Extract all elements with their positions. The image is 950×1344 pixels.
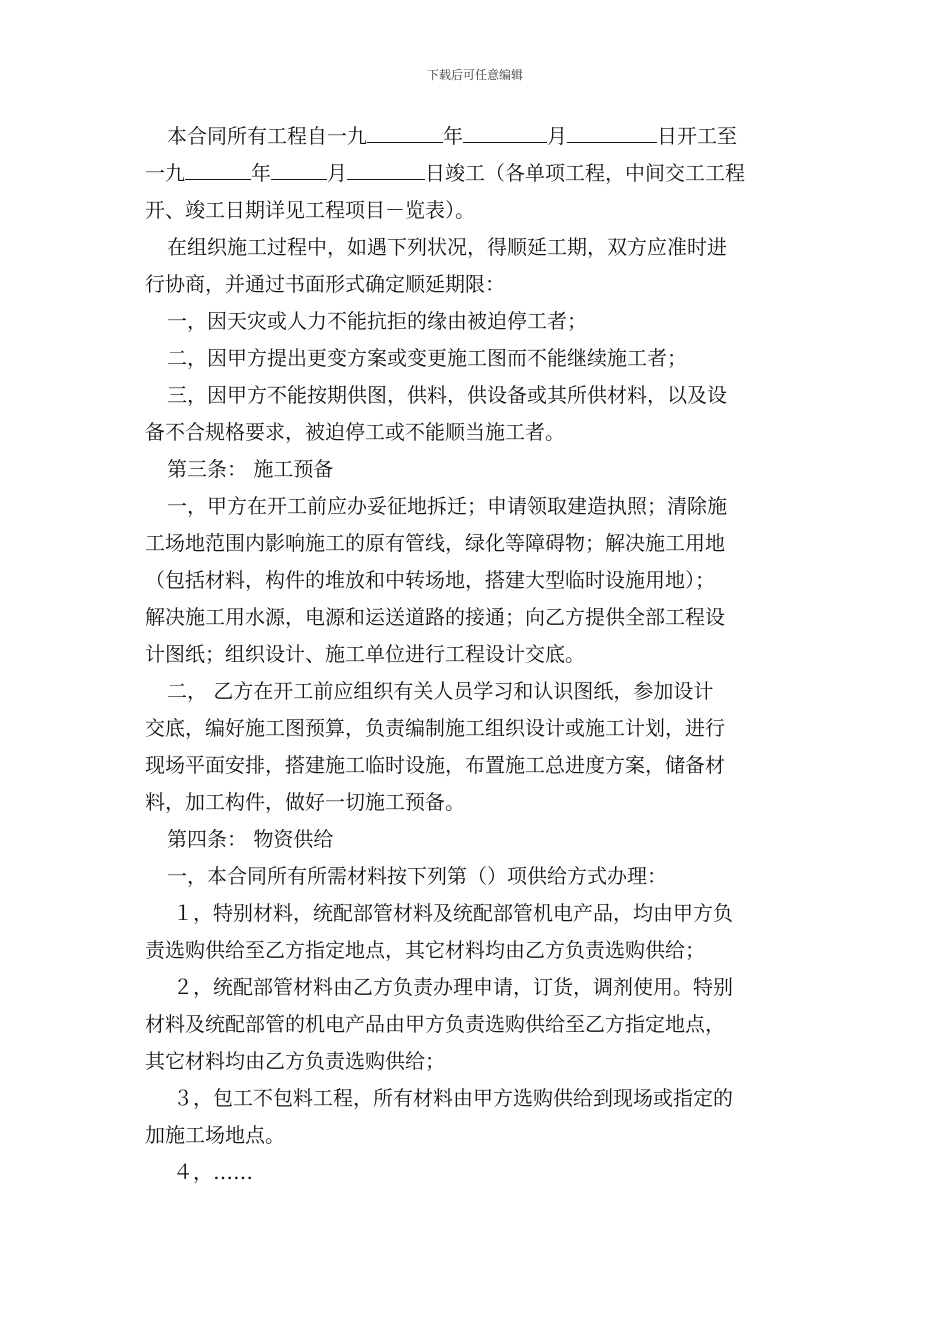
text-line [145,562,810,599]
text-line [145,377,810,414]
line-text: 计图纸；组织设计、施工单位进行工程设计交底。 [145,642,585,666]
text-line [145,414,810,451]
text-line [145,673,810,710]
text-line [145,155,810,192]
line-text: 加施工场地点。 [145,1123,285,1147]
line-text: ３，包工不包料工程，所有材料由甲方选购供给到现场或指定的 [173,1086,733,1110]
line-text: （包括材料，构件的堆放和中转场地，搭建大型临时设施用地）； [145,568,715,592]
text-line [145,525,810,562]
line-text: 一九 [145,161,185,185]
fill-in-blank [463,118,547,143]
text-line [145,636,810,673]
line-text: ２，统配部管材料由乙方负责办理申请，订货，调剂使用。特别 [173,975,733,999]
line-text: 材料及统配部管的机电产品由甲方负责选购供给至乙方指定地点， [145,1012,725,1036]
text-line [145,1117,810,1154]
text-line [145,599,810,636]
text-line [145,229,810,266]
text-line [145,118,810,155]
text-line [145,1080,810,1117]
text-line [145,266,810,303]
text-line [145,340,810,377]
text-line [145,1006,810,1043]
text-line [145,969,810,1006]
text-line [145,747,810,784]
line-text: 月 [547,124,567,148]
document-body [145,118,810,1191]
line-text: 在组织施工过程中，如遇下列状况，得顺延工期，双方应准时进 [167,235,727,259]
text-line [145,451,810,488]
line-text: 本合同所有工程自一九 [167,124,367,148]
text-line [145,710,810,747]
line-text: 年 [251,161,271,185]
fill-in-blank [347,155,425,180]
line-text: 二， 乙方在开工前应组织有关人员学习和认识图纸，参加设计 [167,679,714,703]
line-text: 日开工至 [657,124,737,148]
text-line [145,303,810,340]
text-line [145,895,810,932]
line-text: 责选购供给至乙方指定地点，其它材料均由乙方负责选购供给； [145,938,705,962]
text-line [145,821,810,858]
line-text: 二，因甲方提出更变方案或变更施工图而不能继续施工者； [167,346,687,370]
text-line [145,1043,810,1080]
text-line [145,1154,810,1191]
line-text: 一，甲方在开工前应办妥征地拆迁；申请领取建造执照；清除施 [167,494,727,518]
line-text: 一，因天灾或人力不能抗拒的缘由被迫停工者； [167,309,587,333]
line-text: 现场平面安排，搭建施工临时设施，布置施工总进度方案，储备材 [145,753,725,777]
fill-in-blank [567,118,657,143]
text-line [145,858,810,895]
text-line [145,784,810,821]
line-text: 备不合规格要求，被迫停工或不能顺当施工者。 [145,420,565,444]
line-text: 第三条： 施工预备 [167,457,334,481]
text-line [145,932,810,969]
line-text: 一，本合同所有所需材料按下列第（）项供给方式办理： [167,864,667,888]
page-header: 下载后可任意编辑 [426,68,523,82]
line-text: 解决施工用水源，电源和运送道路的接通；向乙方提供全部工程设 [145,605,725,629]
line-text: １，特别材料，统配部管材料及统配部管机电产品，均由甲方负 [173,901,733,925]
text-line [145,192,810,229]
line-text: 月 [327,161,347,185]
line-text: 年 [443,124,463,148]
line-text: 其它材料均由乙方负责选购供给； [145,1049,445,1073]
line-text: 三，因甲方不能按期供图，供料，供设备或其所供材料，以及设 [167,383,727,407]
text-line [145,488,810,525]
line-text: 交底，编好施工图预算，负责编制施工组织设计或施工计划，进行 [145,716,725,740]
line-text: 开、竣工日期详见工程项目－览表）。 [145,198,475,222]
line-text: 行协商，并通过书面形式确定顺延期限： [145,272,505,296]
line-text: 第四条： 物资供给 [167,827,334,851]
fill-in-blank [367,118,443,143]
line-text: 料，加工构件，做好一切施工预备。 [145,790,465,814]
line-text: ４，…… [173,1160,253,1184]
fill-in-blank [271,155,327,180]
line-text: 工场地范围内影响施工的原有管线，绿化等障碍物；解决施工用地 [145,531,725,555]
fill-in-blank [185,155,251,180]
line-text: 日竣工（各单项工程，中间交工工程 [425,161,745,185]
